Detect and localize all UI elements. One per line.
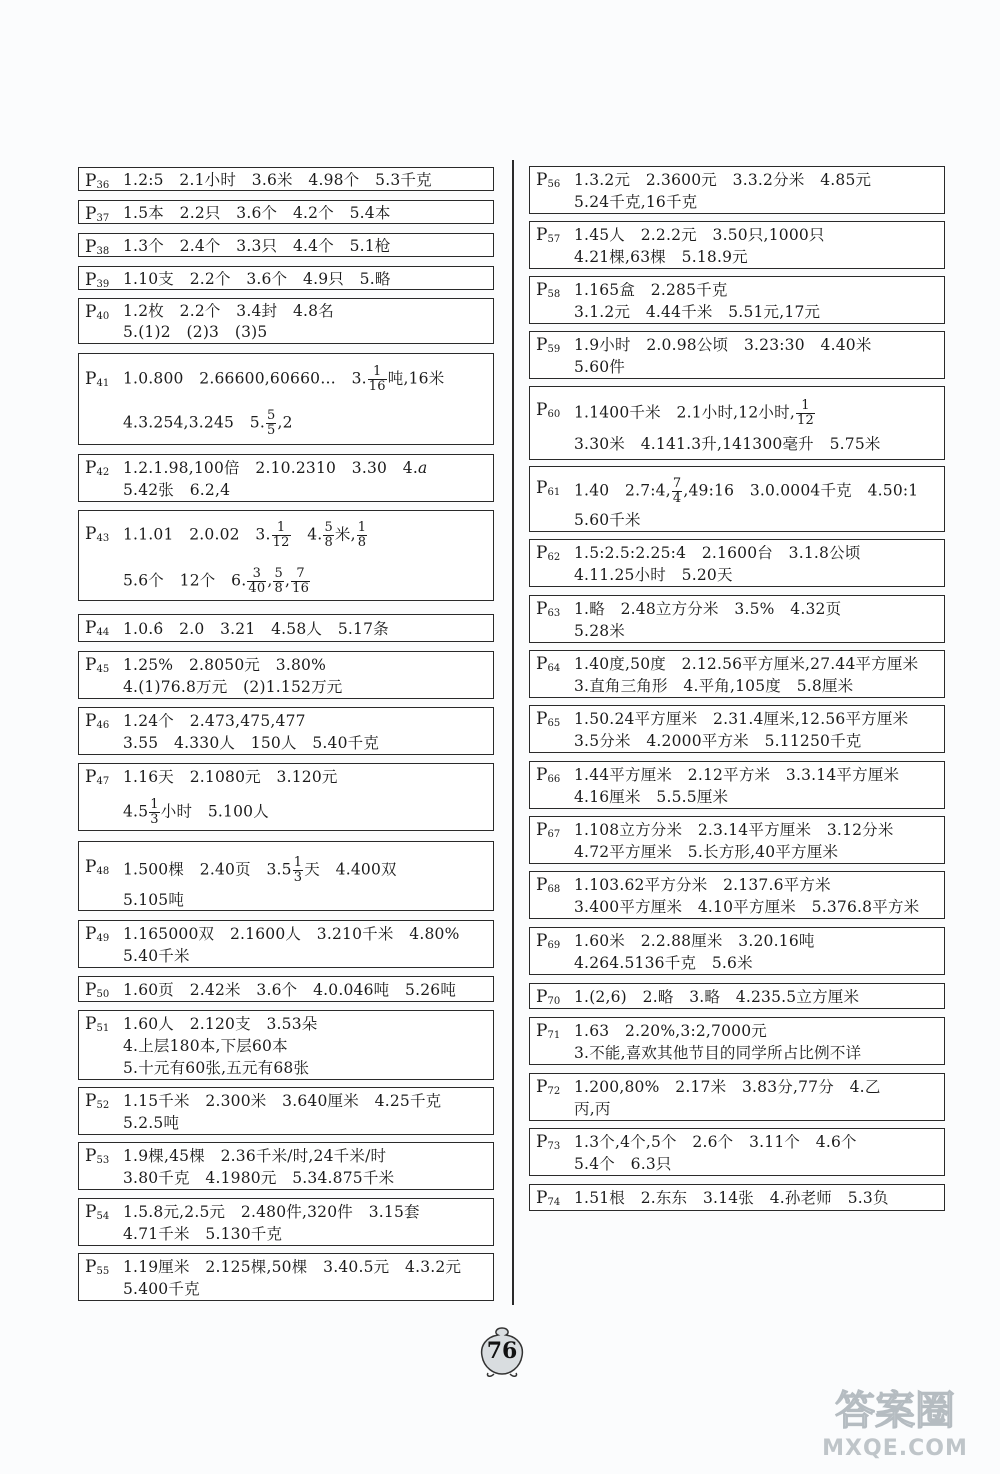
fraction: $\frac{7}{4}$	[672, 476, 682, 506]
page-ref: $P_{41}$	[85, 369, 110, 389]
answer-line: 5.2.5吨	[123, 1114, 180, 1132]
answer-block-p57	[529, 221, 945, 269]
answer-block-p39	[78, 266, 494, 290]
answer-block-p50	[78, 976, 494, 1002]
answer-line: 5.105吨	[123, 891, 185, 909]
watermark-site: MXQE.COM	[822, 1436, 968, 1461]
answer-block-p71	[529, 1017, 945, 1065]
answer-line: 1.165000双 2.1600人 3.210千米 4.80%	[123, 925, 460, 943]
answer-line: 5.4个 6.3只	[574, 1155, 672, 1173]
answer-block-p72	[529, 1073, 945, 1121]
page-ref: $P_{69}$	[536, 931, 561, 951]
page-ref: $P_{50}$	[85, 980, 110, 1000]
page-ref: $P_{47}$	[85, 767, 110, 787]
answer-line: 5.60千米	[574, 511, 641, 529]
answer-block-p66	[529, 761, 945, 809]
page-ref: $P_{67}$	[536, 820, 561, 840]
page-ref: $P_{63}$	[536, 599, 561, 619]
page-ref: $P_{72}$	[536, 1077, 561, 1097]
page-ref: $P_{54}$	[85, 1202, 110, 1222]
answer-line: 4.72平方厘米 5.长方形,40平方厘米	[574, 843, 839, 861]
answer-line: 1.9棵,45棵 2.36千米/时,24千米/时	[123, 1147, 387, 1165]
answer-line: 1.60米 2.2.88厘米 3.20.16吨	[574, 932, 815, 950]
watermark-logo-icon	[800, 1380, 990, 1440]
answer-block-p61	[529, 466, 945, 532]
answer-line: 1.5.8元,2.5元 2.480件,320件 3.15套	[123, 1203, 420, 1221]
answer-line: 1.25% 2.8050元 3.80%	[123, 656, 327, 674]
answer-line: 1.2:5 2.1小时 3.6米 4.98个 5.3千克	[123, 171, 432, 189]
answer-block-p73	[529, 1128, 945, 1176]
page-ref: $P_{48}$	[85, 857, 110, 877]
answer-block-p60	[529, 386, 945, 460]
answer-line: 3.80千克 4.1980元 5.34.875千米	[123, 1169, 395, 1187]
column-divider	[512, 160, 514, 1305]
page-ref: $P_{52}$	[85, 1091, 110, 1111]
page-number-text: 76	[486, 1338, 518, 1364]
answer-line: 1.50.24平方厘米 2.31.4厘米,12.56平方厘米	[574, 710, 909, 728]
answer-block-p51	[78, 1010, 494, 1080]
fraction: $\frac{5}{5}$	[266, 408, 276, 438]
page-ref: $P_{71}$	[536, 1021, 561, 1041]
answer-block-p59	[529, 331, 945, 379]
answer-line: 4.(1)76.8万元 (2)1.152万元	[123, 678, 343, 696]
answer-line: 1.40度,50度 2.12.56平方厘米,27.44平方厘米	[574, 655, 919, 673]
page-ref: $P_{37}$	[85, 204, 110, 224]
answer-block-p46	[78, 707, 494, 755]
answer-block-p64	[529, 650, 945, 698]
answer-line: 1.19厘米 2.125棵,50棵 3.40.5元 4.3.2元	[123, 1258, 462, 1276]
answer-line: 1.5:2.5:2.25:4 2.1600台 3.1.8公顷	[574, 544, 861, 562]
answer-line: 1.2枚 2.2个 3.4封 4.8名	[123, 302, 334, 320]
answer-block-p67	[529, 816, 945, 864]
watermark	[800, 1380, 990, 1468]
answer-line: 1.0.800 2.66600,60660… 3. $\frac{1}{16}$ 吨,16米	[123, 364, 445, 394]
answer-line: 1.103.62平方分米 2.137.6平方米	[574, 876, 831, 894]
page-ref: $P_{51}$	[85, 1014, 110, 1034]
answer-line: 1.63 2.20%,3:2,7000元	[574, 1022, 767, 1040]
answer-line: 1.15千米 2.300米 3.640厘米 4.25千克	[123, 1092, 442, 1110]
page-ref: $P_{65}$	[536, 709, 561, 729]
page-ref: $P_{59}$	[536, 335, 561, 355]
answer-block-p48	[78, 841, 494, 911]
answer-block-p36	[78, 167, 494, 191]
answer-block-p55	[78, 1253, 494, 1301]
answer-line: 5.28米	[574, 622, 626, 640]
page-ref: $P_{49}$	[85, 924, 110, 944]
fraction: $\frac{1}{12}$	[272, 520, 290, 550]
page-ref: $P_{38}$	[85, 237, 110, 257]
answer-block-p70	[529, 983, 945, 1009]
answer-line: 4.21棵,63棵 5.18.9元	[574, 248, 748, 266]
answer-line: 3.1.2元 4.44千米 5.51元,17元	[574, 303, 821, 321]
answer-line: 1.24个 2.473,475,477	[123, 712, 306, 730]
answer-line: 3.30米 4.141.3升,141300毫升 5.75米	[574, 435, 881, 453]
fraction: $\frac{1}{12}$	[796, 398, 814, 428]
fraction: $\frac{5}{8}$	[274, 566, 283, 596]
page-ref: $P_{73}$	[536, 1132, 561, 1152]
answer-line: 1.40 2.7:4, $\frac{7}{4}$ ,49:16 3.0.0004千克 4.50:1	[574, 476, 919, 506]
page-ref: $P_{44}$	[85, 618, 110, 638]
fraction: $\frac{3}{40}$	[248, 566, 266, 596]
page-ref: $P_{70}$	[536, 987, 561, 1007]
page-ref: $P_{56}$	[536, 170, 561, 190]
fraction: $\frac{1}{8}$	[357, 520, 367, 550]
answer-block-p42	[78, 454, 494, 502]
answer-line: 5.24千克,16千克	[574, 193, 698, 211]
answer-line: 1.44平方厘米 2.12平方米 3.3.14平方厘米	[574, 766, 900, 784]
answer-block-p40	[78, 298, 494, 344]
page-ref: $P_{46}$	[85, 711, 110, 731]
answer-block-p69	[529, 927, 945, 975]
answer-block-p38	[78, 233, 494, 257]
page-ref: $P_{74}$	[536, 1188, 561, 1208]
answer-line: 3.5分米 4.2000平方米 5.11250千克	[574, 732, 862, 750]
answer-line: 5.60件	[574, 358, 626, 376]
page-ref: $P_{61}$	[536, 478, 561, 498]
fraction: $\frac{1}{16}$	[368, 364, 386, 394]
answer-line: 5.十元有60张,五元有68张	[123, 1059, 310, 1077]
answer-block-p47	[78, 763, 494, 831]
answer-line: 1.3个 2.4个 3.3只 4.4个 5.1枪	[123, 237, 391, 255]
answer-line: 4.5 $\frac{1}{3}$ 小时 5.100人	[123, 797, 269, 827]
fraction: $\frac{1}{3}$	[293, 855, 303, 885]
page-ref: $P_{36}$	[85, 171, 110, 191]
answer-block-p52	[78, 1087, 494, 1135]
answer-line: 1.5本 2.2只 3.6个 4.2个 5.4本	[123, 204, 391, 222]
answer-line: 1.500棵 2.40页 3.5 $\frac{1}{3}$ 天 4.400双	[123, 855, 397, 885]
answer-line: 5.(1)2 (2)3 (3)5	[123, 323, 268, 341]
answer-block-p41	[78, 353, 494, 445]
answer-block-p74	[529, 1184, 945, 1211]
answer-block-p49	[78, 920, 494, 968]
answer-line: 1.(2,6) 2.略 3.略 4.235.5立方厘米	[574, 988, 860, 1006]
answer-line: 4.3.254,3.245 5. $\frac{5}{5}$ ,2	[123, 408, 293, 438]
answer-line: 3.直角三角形 4.平角,105度 5.8厘米	[574, 677, 854, 695]
answer-line: 1.1400千米 2.1小时,12小时, $\frac{1}{12}$	[574, 398, 814, 428]
answer-block-p62	[529, 539, 945, 587]
page-ref: $P_{42}$	[85, 458, 110, 478]
page-ref: $P_{43}$	[85, 524, 110, 544]
answer-block-p53	[78, 1142, 494, 1190]
answer-block-p58	[529, 276, 945, 324]
answer-block-p45	[78, 651, 494, 699]
answer-line: 1.2.1.98,100倍 2.10.2310 3.30 4.a	[123, 459, 428, 477]
page-ref: $P_{60}$	[536, 400, 561, 420]
answer-block-p37	[78, 200, 494, 224]
answer-line: 4.264.5136千克 5.6米	[574, 954, 753, 972]
page-ref: $P_{68}$	[536, 875, 561, 895]
answer-block-p43	[78, 510, 494, 601]
answer-line: 3.不能,喜欢其他节目的同学所占比例不详	[574, 1044, 862, 1062]
page-ref: $P_{57}$	[536, 225, 561, 245]
page-ref: $P_{39}$	[85, 270, 110, 290]
page-ref: $P_{58}$	[536, 280, 561, 300]
answer-line: 丙,丙	[574, 1100, 611, 1118]
answer-line: 5.400千克	[123, 1280, 200, 1298]
page-ref: $P_{62}$	[536, 543, 561, 563]
answer-block-p65	[529, 705, 945, 753]
answer-block-p56	[529, 166, 945, 214]
answer-line: 1.60人 2.120支 3.53朵	[123, 1015, 318, 1033]
answer-line: 1.165盒 2.285千克	[574, 281, 728, 299]
answer-line: 5.42张 6.2,4	[123, 481, 231, 499]
page-ref: $P_{55}$	[85, 1257, 110, 1277]
fraction: $\frac{1}{3}$	[150, 797, 159, 827]
answer-line: 1.10支 2.2个 3.6个 4.9只 5.略	[123, 270, 391, 288]
answer-line: 1.45人 2.2.2元 3.50只,1000只	[574, 226, 825, 244]
answer-line: 1.16天 2.1080元 3.120元	[123, 768, 338, 786]
page-ref: $P_{53}$	[85, 1146, 110, 1166]
page-number	[474, 1324, 530, 1380]
page-ref: $P_{45}$	[85, 655, 110, 675]
answer-line: 5.6个 12个 6. $\frac{3}{40}$ , $\frac{5}{8}$ , $\frac{7}{16}$	[123, 566, 310, 596]
answer-line: 1.200,80% 2.17米 3.83分,77分 4.乙	[574, 1078, 881, 1096]
answer-block-p63	[529, 595, 945, 643]
answer-line: 5.40千米	[123, 947, 190, 965]
answer-line: 4.16厘米 5.5.5厘米	[574, 788, 729, 806]
answer-line: 1.3.2元 2.3600元 3.3.2分米 4.85元	[574, 171, 872, 189]
answer-line: 1.0.6̇ 2.0 3.21 4.58人 5.17条	[123, 620, 389, 638]
page-ref: $P_{66}$	[536, 765, 561, 785]
answer-line: 1.60页 2.42米 3.6个 4.0.046吨 5.26吨	[123, 981, 457, 999]
answer-block-p54	[78, 1198, 494, 1246]
page-ref: $P_{64}$	[536, 654, 561, 674]
fraction: $\frac{7}{16}$	[292, 566, 310, 596]
watermark-logo-text: 答案圈	[835, 1388, 955, 1434]
answer-line: 3.400平方厘米 4.10平方厘米 5.376.8平方米	[574, 898, 920, 916]
answer-line: 1.51根 2.东东 3.14张 4.孙老师 5.3负	[574, 1189, 889, 1207]
answer-line: 1.108立方分米 2.3.14平方厘米 3.12分米	[574, 821, 894, 839]
answer-block-p68	[529, 871, 945, 919]
answer-line: 3.55 4.330人 150人 5.40千克	[123, 734, 380, 752]
answer-line: 1.1.01 2.0.02 3. $\frac{1}{12}$ 4. $\frac{5}{8}$ 米, $\frac{1}{8}$	[123, 520, 367, 550]
answer-line: 1.3个,4个,5个 2.6个 3.11个 4.6个	[574, 1133, 857, 1151]
answer-line: 4.上层180本,下层60本	[123, 1037, 288, 1055]
answer-line: 1.9小时 2.0.98公顷 3.23:30 4.40米	[574, 336, 872, 354]
fraction: $\frac{5}{8}$	[324, 520, 333, 550]
answer-line: 1.略 2.48立方分米 3.5% 4.32页	[574, 600, 842, 618]
answer-line: 4.71千米 5.130千克	[123, 1225, 283, 1243]
page-ref: $P_{40}$	[85, 302, 110, 322]
answer-line: 4.11.25小时 5.20天	[574, 566, 733, 584]
answer-block-p44	[78, 614, 494, 642]
